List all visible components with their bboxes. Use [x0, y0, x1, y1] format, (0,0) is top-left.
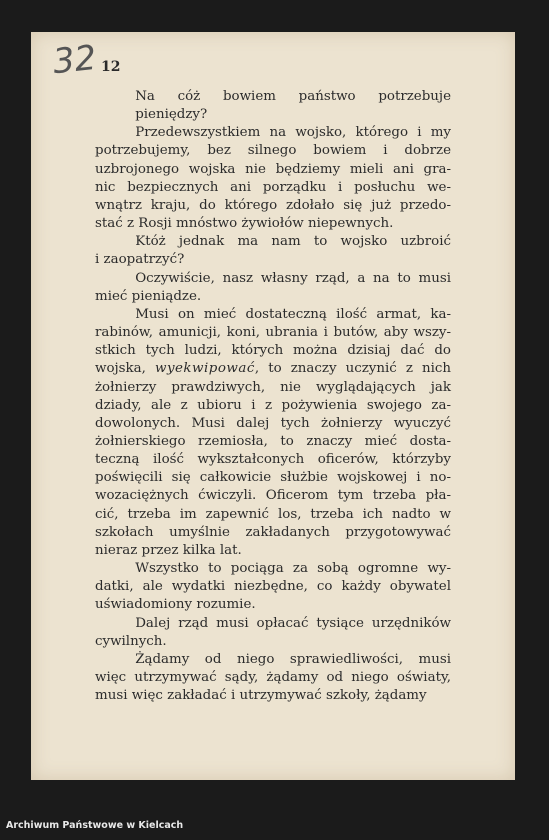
text-line: nic bezpiecznych ani porządku i posłuchu we- [95, 179, 451, 195]
document-page [31, 32, 515, 780]
text-line: Któż jednak ma nam to wojsko uzbroić [135, 234, 451, 250]
text-line: Przedewszystkiem na wojsko, którego i my [135, 125, 451, 141]
archive-label: Archiwum Państwowe w Kielcach [6, 820, 184, 831]
paragraph [95, 560, 451, 614]
text-line: Na cóż bowiem państwo potrzebuje pieniędzy? [135, 89, 451, 123]
text-line: potrzebujemy, bez silnego bowiem i dobrze [95, 143, 451, 159]
text-line: mieć pieniądze. [95, 288, 202, 304]
text-line: wozaciężnych ćwiczyli. Oficerom tym trzeba pła- [95, 488, 451, 504]
text-line: cić, trzeba im zapewnić los, trzeba ich nadto w [95, 506, 451, 522]
text-line: uświadomiony rozumie. [95, 597, 256, 613]
text-line: nieraz przez kilka lat. [95, 542, 242, 558]
page-number: 12 [101, 59, 121, 75]
text-line: żołnierzy prawdziwych, nie wyglądających jak [95, 379, 451, 395]
paragraph [95, 615, 451, 651]
text-line: datki, ale wydatki niezbędne, co każdy obywatel [95, 579, 451, 595]
text-line: Oczywiście, nasz własny rząd, a na to musi [135, 270, 451, 286]
paragraph [95, 88, 451, 124]
text-line: dziady, ale z ubioru i z pożywienia swojego za- [95, 397, 451, 413]
text-line: musi więc zakładać i utrzymywać szkoły, żądamy [95, 688, 427, 704]
paragraph [95, 651, 451, 705]
text-line: teczną ilość wykształconych oficerów, którzyby [95, 452, 451, 468]
text-line: wnątrz kraju, do którego zdołało się już przedo- [95, 197, 451, 213]
text-line: Żądamy od niego sprawiedliwości, musi [135, 651, 451, 667]
paragraph [95, 306, 451, 560]
text-line: stać z Rosji mnóstwo żywiołów niepewnych. [95, 216, 394, 232]
text-line: dowolonych. Musi dalej tych żołnierzy wyuczyć [95, 415, 451, 431]
handwritten-folio-number: 32 [51, 37, 99, 83]
text-line: wojska, wyekwipować, to znaczy uczynić z nich [95, 361, 451, 377]
paragraph [95, 270, 451, 306]
text-line: i zaopatrzyć? [95, 252, 185, 268]
text-line: uzbrojonego wojska nie będziemy mieli ani gra- [95, 161, 451, 177]
paragraph [95, 124, 451, 233]
text-line: Wszystko to pociąga za sobą ogromne wy- [135, 561, 451, 577]
body-text [95, 88, 451, 705]
text-line: poświęcili się całkowicie służbie wojskowej i no- [95, 470, 451, 486]
text-line: żołnierskiego rzemiosła, to znaczy mieć dosta- [95, 433, 451, 449]
text-line: Musi on mieć dostateczną ilość armat, ka- [135, 306, 451, 322]
text-line: stkich tych ludzi, których można dzisiaj dać do [95, 343, 451, 359]
text-line: więc utrzymywać sądy, żądamy od niego oświaty, [95, 670, 451, 685]
text-line: Dalej rząd musi opłacać tysiące urzędników [135, 615, 451, 631]
text-line: cywilnych. [95, 633, 167, 649]
text-line: szkołach umyślnie zakładanych przygotowywać [95, 524, 451, 540]
paragraph [95, 233, 451, 269]
text-line: rabinów, amunicji, koni, ubrania i butów, aby wszy- [95, 325, 451, 341]
